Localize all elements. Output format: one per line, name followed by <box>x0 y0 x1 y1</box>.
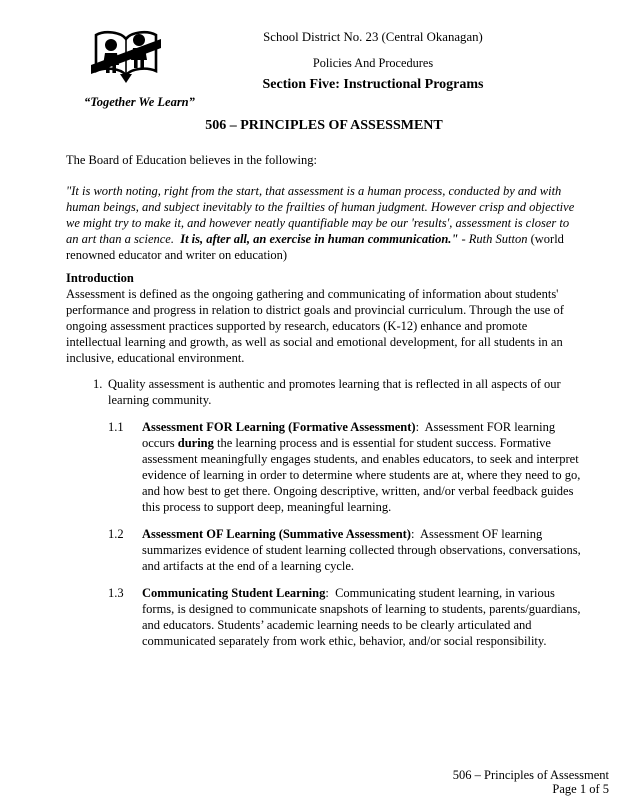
board-belief-line: The Board of Education believes in the following: <box>66 153 317 167</box>
introduction-heading: Introduction <box>66 271 134 285</box>
document-body <box>0 152 636 649</box>
footer-page-number: Page 1 of 5 <box>552 782 609 796</box>
district-name: School District No. 23 (Central Okanagan) <box>263 30 483 44</box>
item-text: Quality assessment is authentic and promotes learning that is reflected in all aspects of our learning community. <box>108 377 564 407</box>
footer-document-name: 506 – Principles of Assessment <box>452 768 609 782</box>
item-title: Assessment FOR Learning (Formative Assessment) <box>142 420 416 434</box>
list-item-1-3 <box>66 585 582 649</box>
item-number: 1.2 <box>108 527 124 541</box>
district-motto: “Together We Learn” <box>84 95 195 109</box>
item-number: 1.3 <box>108 586 124 600</box>
item-title: Assessment OF Learning (Summative Assessment) <box>142 527 411 541</box>
quote-text: "It is worth noting, right from the start, that assessment is a human process, conducted by and with human beings, and subject inevitably to the frailties of human judgment. However crisp and objective we might try to make it, and however neatly quantifiable may be our 'results', assessment is closer to an art than a science. <box>66 184 578 246</box>
list-item-1-1 <box>66 419 582 515</box>
district-logo-block <box>84 26 195 110</box>
item-bold-word: during <box>177 436 214 450</box>
item-title: Communicating Student Learning <box>142 586 326 600</box>
policies-and-procedures: Policies And Procedures <box>312 56 434 70</box>
item-body-text: : Assessment FOR learning occurs <box>142 420 559 450</box>
page-footer <box>453 768 609 796</box>
document-title: 506 – PRINCIPLES OF ASSESSMENT <box>205 118 443 133</box>
quote-author-description: (world renowned educator and writer on education) <box>66 232 568 262</box>
district-logo-icon <box>90 28 162 90</box>
section-title: Section Five: Instructional Programs <box>262 77 484 92</box>
item-text <box>142 419 582 515</box>
item-text <box>142 585 582 649</box>
list-item-1-2 <box>66 526 582 574</box>
header-text-block <box>190 26 582 110</box>
item-number: 1.1 <box>108 420 124 434</box>
item-number: 1. <box>93 377 103 391</box>
list-item-1 <box>66 376 582 408</box>
document-header <box>0 0 636 110</box>
item-text <box>142 526 582 574</box>
item-body-text: : Communicating student learning, in various forms, is designed to communicate snapshots of learning to students, parents/guardians, and educators. Students’ academic learning needs to be clearly articulated and communicated separately from work ethic, behavior, and/or social responsibility. <box>142 586 584 648</box>
item-body-text: : Assessment OF learning summarizes evidence of student learning collected through observations, conversations, and artifacts at the end of a learning cycle. <box>142 527 584 573</box>
item-body-text: the learning process and is essential for student success. Formative assessment meaningfully engages students, and enables educators, to seek and interpret evidence of learning in order to determine where students are at, where they need to go, and how best to get there. Ongoing descriptive, written, and/or verbal feedback guides this process to support deep, meaningful learning. <box>142 436 584 514</box>
ruth-sutton-quote <box>66 183 582 263</box>
quote-author: - Ruth Sutton <box>458 232 528 246</box>
quote-bold-text: It is, after all, an exercise in human communication." <box>180 232 459 246</box>
introduction-paragraph: Assessment is defined as the ongoing gathering and communicating of information about students' performance and progress in relation to district goals and provincial curriculum. Through the use of ongoing assessment practices supported by research, educators (K-12) enhance and promote intellectual learning and growth, as well as social and emotional development, for all students in an inclusive, educational environment. <box>66 287 568 365</box>
